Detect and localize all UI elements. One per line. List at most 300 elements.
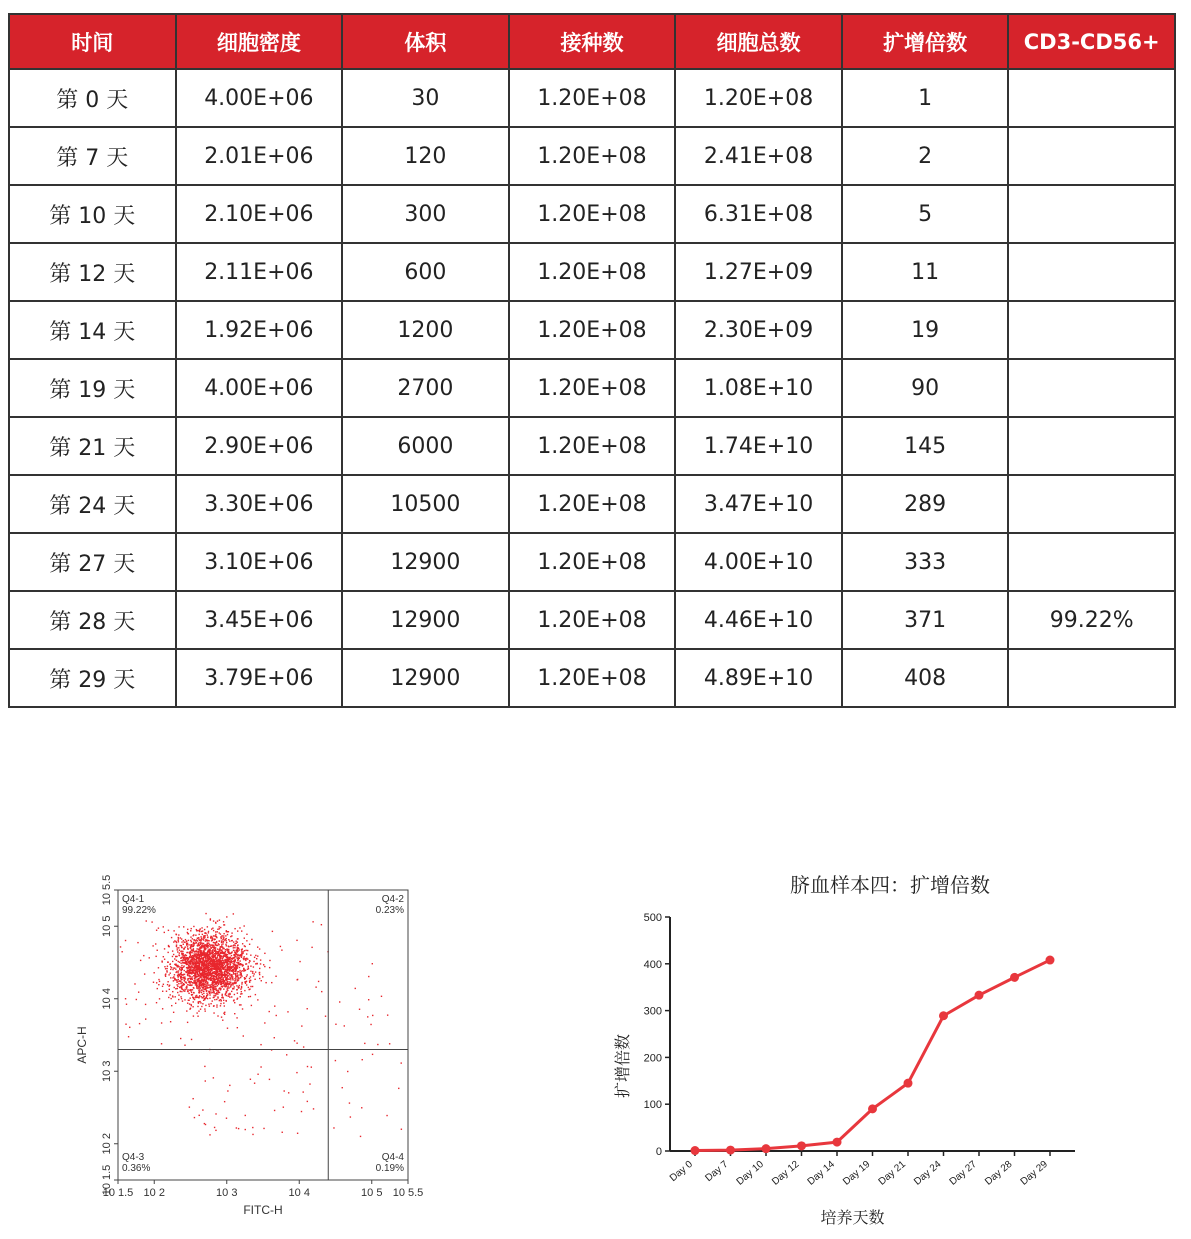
flow-event-dot [164, 966, 165, 967]
flow-event-dot [339, 1001, 340, 1002]
table-cell: 99.22% [1008, 591, 1175, 649]
flow-event-dot [296, 1072, 297, 1073]
flow-event-dot [172, 991, 173, 992]
flow-event-dot [166, 970, 167, 971]
flow-event-dot [184, 956, 185, 957]
flow-event-dot [350, 1116, 351, 1117]
flow-event-dot [217, 945, 218, 946]
flow-event-dot [214, 959, 215, 960]
header-seeded: 接种数 [509, 14, 676, 69]
flow-event-dot [176, 956, 177, 957]
flow-event-dot [225, 961, 226, 962]
flow-event-dot [217, 920, 218, 921]
flow-event-dot [234, 945, 235, 946]
flow-event-dot [274, 1110, 275, 1111]
flow-event-dot [226, 995, 227, 996]
flow-event-dot [297, 1133, 298, 1134]
flow-event-dot [194, 966, 195, 967]
flow-event-dot [176, 979, 177, 980]
flow-event-dot [186, 1010, 187, 1011]
flow-event-dot [205, 952, 206, 953]
flow-event-dot [227, 1028, 228, 1029]
flow-event-dot [264, 953, 265, 954]
flow-event-dot [311, 1066, 312, 1067]
flow-event-dot [183, 974, 184, 975]
flow-event-dot [157, 988, 158, 989]
flow-event-dot [198, 979, 199, 980]
flow-event-dot [214, 947, 215, 948]
flow-event-dot [237, 978, 238, 979]
flow-event-dot [249, 944, 250, 945]
fold-series-line [695, 960, 1050, 1150]
flow-event-dot [194, 982, 195, 983]
flow-event-dot [204, 965, 205, 966]
flow-event-dot [194, 978, 195, 979]
flow-event-dot [238, 977, 239, 978]
flow-y-tick-label: 10 3 [101, 1060, 113, 1082]
table-cell: 1.74E+10 [675, 417, 842, 475]
table-cell: 12900 [342, 591, 509, 649]
header-total-cells: 细胞总数 [675, 14, 842, 69]
flow-event-dot [178, 961, 179, 962]
flow-event-dot [197, 963, 198, 964]
flow-event-dot [201, 942, 202, 943]
flow-event-dot [225, 940, 226, 941]
flow-event-dot [228, 993, 229, 994]
flow-event-dot [199, 980, 200, 981]
flow-event-dot [217, 970, 218, 971]
table-cell: 1.20E+08 [509, 359, 676, 417]
flow-event-dot [232, 963, 233, 964]
flow-event-dot [197, 945, 198, 946]
table-row [9, 475, 1175, 533]
flow-event-dot [208, 975, 209, 976]
flow-event-dot [257, 999, 258, 1000]
flow-event-dot [214, 964, 215, 965]
flow-event-dot [237, 955, 238, 956]
flow-event-dot [288, 1092, 289, 1093]
flow-event-dot [186, 972, 187, 973]
table-cell: 2.10E+06 [176, 185, 343, 243]
flow-event-dot [197, 954, 198, 955]
flow-event-dot [195, 980, 196, 981]
flow-event-dot [228, 987, 229, 988]
flow-event-dot [194, 1117, 195, 1118]
flow-event-dot [182, 956, 183, 957]
flow-event-dot [193, 975, 194, 976]
flow-event-dot [237, 992, 238, 993]
flow-event-dot [217, 997, 218, 998]
flow-event-dot [221, 979, 222, 980]
flow-event-dot [269, 967, 270, 968]
table-cell: 第 27 天 [9, 533, 176, 591]
flow-event-dot [226, 991, 227, 992]
flow-event-dot [231, 955, 232, 956]
flow-event-dot [240, 972, 241, 973]
flow-event-dot [233, 957, 234, 958]
flow-event-dot [193, 926, 194, 927]
flow-event-dot [224, 939, 225, 940]
line-x-tick-label: Day 29 [1018, 1158, 1050, 1188]
flow-event-dot [202, 997, 203, 998]
flow-event-dot [203, 976, 204, 977]
table-cell: 19 [842, 301, 1009, 359]
flow-event-dot [225, 993, 226, 994]
line-x-tick-label: Day 10 [734, 1158, 766, 1188]
flow-event-dot [178, 994, 179, 995]
flow-event-dot [206, 970, 207, 971]
flow-event-dot [236, 973, 237, 974]
flow-y-tick-label: 10 4 [101, 988, 113, 1010]
flow-event-dot [243, 951, 244, 952]
table-cell [1008, 185, 1175, 243]
flow-event-dot [233, 988, 234, 989]
flow-event-dot [196, 982, 197, 983]
flow-event-dot [244, 958, 245, 959]
flow-event-dot [209, 1134, 210, 1135]
flow-event-dot [259, 948, 260, 949]
flow-event-dot [211, 939, 212, 940]
flow-event-dot [401, 1129, 402, 1130]
flow-event-dot [216, 945, 217, 946]
flow-event-dot [218, 951, 219, 952]
table-cell: 3.45E+06 [176, 591, 343, 649]
flow-event-dot [238, 962, 239, 963]
line-x-tick-label: Day 21 [876, 1158, 908, 1188]
flow-event-dot [161, 1022, 162, 1023]
flow-event-dot [200, 953, 201, 954]
flow-event-dot [207, 934, 208, 935]
line-chart-title: 脐血样本四：扩增倍数 [790, 875, 990, 897]
flow-event-dot [230, 960, 231, 961]
flow-event-dot [227, 931, 228, 932]
table-cell [1008, 243, 1175, 301]
flow-event-dot [335, 1024, 336, 1025]
flow-event-dot [216, 964, 217, 965]
flow-event-dot [257, 1074, 258, 1075]
flow-event-dot [210, 990, 211, 991]
flow-event-dot [222, 960, 223, 961]
flow-event-dot [192, 982, 193, 983]
flow-event-dot [129, 1027, 130, 1028]
flow-event-dot [216, 961, 217, 962]
flow-event-dot [233, 966, 234, 967]
flow-event-dot [196, 960, 197, 961]
flow-event-dot [166, 968, 167, 969]
flow-event-dot [175, 988, 176, 989]
header-fold: 扩增倍数 [842, 14, 1009, 69]
flow-cytometry-plot [70, 870, 430, 1230]
flow-event-dot [163, 926, 164, 927]
flow-event-dot [186, 988, 187, 989]
flow-event-dot [210, 953, 211, 954]
flow-event-dot [223, 988, 224, 989]
table-cell: 第 0 天 [9, 69, 176, 127]
flow-event-dot [175, 956, 176, 957]
flow-event-dot [227, 1090, 228, 1091]
table-cell [1008, 127, 1175, 185]
flow-event-dot [216, 990, 217, 991]
table-cell: 第 14 天 [9, 301, 176, 359]
flow-event-dot [222, 1020, 223, 1021]
flow-event-dot [225, 982, 226, 983]
flow-event-dot [237, 958, 238, 959]
flow-event-dot [195, 962, 196, 963]
flow-event-dot [213, 987, 214, 988]
line-y-tick-label: 400 [643, 958, 662, 971]
flow-event-dot [264, 966, 265, 967]
flow-plot-frame [118, 890, 408, 1180]
flow-event-dot [211, 966, 212, 967]
flow-event-dot [167, 966, 168, 967]
flow-event-dot [205, 1005, 206, 1006]
flow-event-dot [174, 987, 175, 988]
flow-event-dot [230, 986, 231, 987]
flow-event-dot [219, 962, 220, 963]
flow-event-dot [208, 959, 209, 960]
flow-event-dot [170, 969, 171, 970]
flow-event-dot [281, 949, 282, 950]
flow-event-dot [207, 936, 208, 937]
flow-event-dot [245, 1129, 246, 1130]
flow-event-dot [223, 1000, 224, 1001]
header-density: 细胞密度 [176, 14, 343, 69]
table-cell: 4.46E+10 [675, 591, 842, 649]
flow-event-dot [222, 948, 223, 949]
flow-event-dot [204, 989, 205, 990]
flow-event-dot [197, 988, 198, 989]
flow-event-dot [151, 921, 152, 922]
table-cell: 1.27E+09 [675, 243, 842, 301]
table-cell: 4.00E+10 [675, 533, 842, 591]
flow-event-dot [181, 938, 182, 939]
fold-data-point [904, 1079, 913, 1088]
flow-event-dot [201, 947, 202, 948]
flow-event-dot [218, 940, 219, 941]
flow-event-dot [186, 941, 187, 942]
line-x-tick-label: Day 19 [841, 1158, 873, 1188]
flow-event-dot [145, 1004, 146, 1005]
flow-event-dot [199, 966, 200, 967]
flow-event-dot [199, 963, 200, 964]
flow-event-dot [228, 963, 229, 964]
flow-event-dot [237, 938, 238, 939]
flow-event-dot [200, 985, 201, 986]
flow-event-dot [255, 994, 256, 995]
flow-event-dot [190, 947, 191, 948]
table-cell [1008, 69, 1175, 127]
flow-event-dot [174, 958, 175, 959]
flow-event-dot [219, 948, 220, 949]
flow-event-dot [177, 947, 178, 948]
flow-event-dot [223, 921, 224, 922]
flow-event-dot [215, 1130, 216, 1131]
flow-event-dot [389, 1043, 390, 1044]
flow-event-dot [218, 967, 219, 968]
flow-event-dot [233, 913, 234, 914]
flow-event-dot [368, 976, 369, 977]
flow-event-dot [231, 991, 232, 992]
line-y-tick-label: 200 [643, 1052, 662, 1065]
flow-event-dot [220, 970, 221, 971]
flow-event-dot [226, 978, 227, 979]
table-cell: 1.20E+08 [509, 417, 676, 475]
flow-event-dot [211, 968, 212, 969]
flow-event-dot [198, 1001, 199, 1002]
flow-event-dot [237, 980, 238, 981]
flow-event-dot [204, 1066, 205, 1067]
flow-event-dot [224, 1101, 225, 1102]
flow-event-dot [213, 920, 214, 921]
flow-event-dot [237, 967, 238, 968]
flow-event-dot [184, 980, 185, 981]
flow-event-dot [214, 973, 215, 974]
flow-event-dot [209, 965, 210, 966]
flow-event-dot [246, 953, 247, 954]
flow-event-dot [184, 989, 185, 990]
flow-event-dot [210, 962, 211, 963]
flow-event-dot [186, 943, 187, 944]
flow-event-dot [166, 991, 167, 992]
flow-event-dot [228, 979, 229, 980]
flow-event-dot [344, 1025, 345, 1026]
flow-event-dot [184, 955, 185, 956]
flow-event-dot [205, 913, 206, 914]
flow-event-dot [190, 936, 191, 937]
flow-event-dot [204, 935, 205, 936]
flow-event-dot [177, 988, 178, 989]
flow-event-dot [221, 974, 222, 975]
flow-event-dot [229, 996, 230, 997]
flow-event-dot [240, 1004, 241, 1005]
flow-event-dot [222, 972, 223, 973]
flow-event-dot [231, 945, 232, 946]
table-cell: 3.79E+06 [176, 649, 343, 707]
flow-event-dot [247, 974, 248, 975]
flow-event-dot [224, 952, 225, 953]
flow-event-dot [238, 986, 239, 987]
flow-event-dot [260, 963, 261, 964]
flow-event-dot [223, 933, 224, 934]
flow-event-dot [229, 973, 230, 974]
flow-event-dot [201, 992, 202, 993]
flow-event-dot [201, 945, 202, 946]
flow-event-dot [250, 971, 251, 972]
flow-event-dot [206, 963, 207, 964]
flow-event-dot [181, 982, 182, 983]
flow-event-dot [159, 998, 160, 999]
flow-event-dot [199, 961, 200, 962]
flow-event-dot [223, 962, 224, 963]
flow-event-dot [233, 972, 234, 973]
flow-event-dot [223, 935, 224, 936]
flow-event-dot [189, 982, 190, 983]
flow-event-dot [201, 927, 202, 928]
flow-event-dot [178, 970, 179, 971]
flow-event-dot [184, 976, 185, 977]
flow-event-dot [251, 1005, 252, 1006]
flow-event-dot [219, 987, 220, 988]
flow-event-dot [210, 971, 211, 972]
flow-event-dot [256, 958, 257, 959]
flow-event-dot [192, 1098, 193, 1099]
flow-event-dot [211, 973, 212, 974]
flow-event-dot [181, 950, 182, 951]
flow-event-dot [186, 962, 187, 963]
flow-event-dot [235, 953, 236, 954]
flow-event-dot [250, 954, 251, 955]
flow-event-dot [283, 1106, 284, 1107]
flow-event-dot [195, 997, 196, 998]
flow-event-dot [199, 1115, 200, 1116]
flow-event-dot [269, 1011, 270, 1012]
flow-event-dot [179, 968, 180, 969]
flow-event-dot [297, 979, 298, 980]
flow-event-dot [212, 975, 213, 976]
flow-event-dot [236, 1127, 237, 1128]
flow-event-dot [190, 940, 191, 941]
flow-event-dot [172, 956, 173, 957]
flow-event-dot [215, 957, 216, 958]
flow-event-dot [187, 957, 188, 958]
flow-event-dot [401, 1062, 402, 1063]
flow-event-dot [210, 987, 211, 988]
flow-event-dot [185, 959, 186, 960]
flow-event-dot [211, 940, 212, 941]
flow-event-dot [180, 973, 181, 974]
flow-event-dot [156, 982, 157, 983]
flow-event-dot [248, 962, 249, 963]
flow-event-dot [169, 994, 170, 995]
flow-event-dot [187, 929, 188, 930]
flow-event-dot [224, 924, 225, 925]
flow-event-dot [223, 955, 224, 956]
flow-event-dot [240, 974, 241, 975]
flow-event-dot [202, 987, 203, 988]
flow-event-dot [178, 941, 179, 942]
flow-event-dot [138, 991, 139, 992]
flow-event-dot [182, 953, 183, 954]
flow-event-dot [184, 970, 185, 971]
flow-event-dot [121, 951, 122, 952]
flow-event-dot [215, 986, 216, 987]
flow-event-dot [241, 986, 242, 987]
flow-event-dot [234, 947, 235, 948]
flow-event-dot [387, 1014, 388, 1015]
flow-y-tick-label: 10 2 [101, 1133, 113, 1155]
flow-event-dot [235, 982, 236, 983]
flow-event-dot [208, 979, 209, 980]
flow-event-dot [229, 1085, 230, 1086]
flow-event-dot [216, 968, 217, 969]
flow-x-tick-label: 10 4 [288, 1187, 310, 1199]
flow-event-dot [209, 991, 210, 992]
flow-event-dot [244, 990, 245, 991]
flow-event-dot [243, 970, 244, 971]
flow-event-dot [228, 945, 229, 946]
flow-event-dot [223, 977, 224, 978]
flow-event-dot [179, 952, 180, 953]
table-row [9, 243, 1175, 301]
flow-event-dot [188, 958, 189, 959]
flow-event-dot [218, 984, 219, 985]
flow-event-dot [194, 951, 195, 952]
flow-event-dot [217, 993, 218, 994]
flow-event-dot [181, 998, 182, 999]
flow-event-dot [191, 992, 192, 993]
flow-event-dot [207, 965, 208, 966]
flow-event-dot [184, 978, 185, 979]
